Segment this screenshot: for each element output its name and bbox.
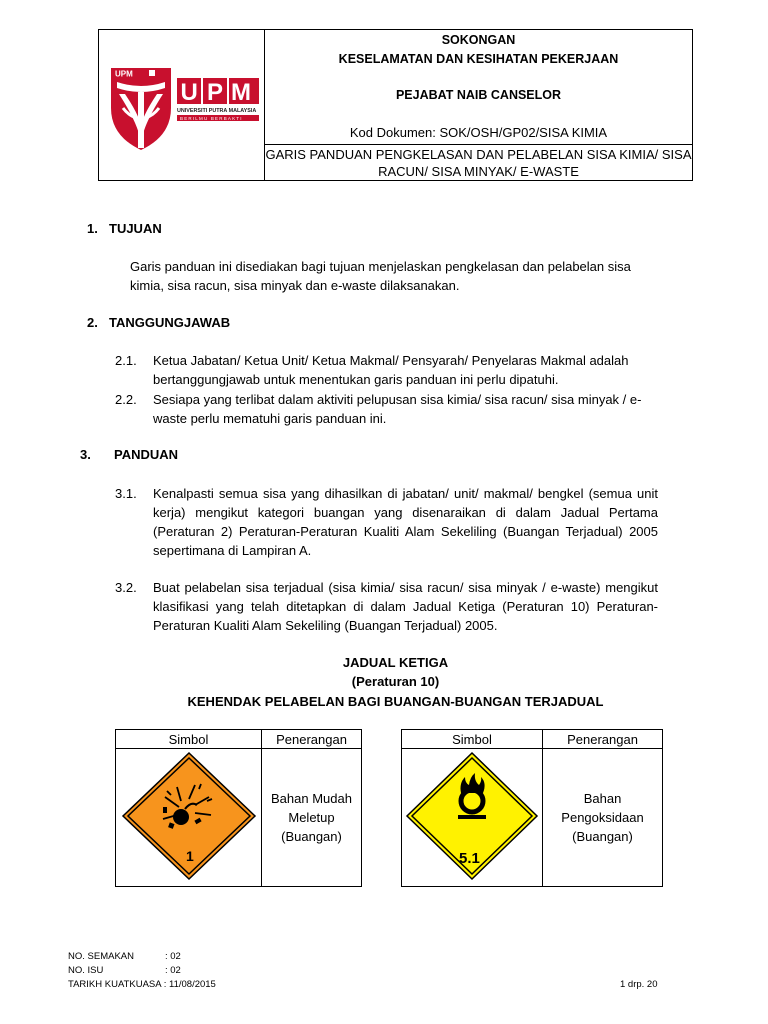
footer-isu-value: : 02 xyxy=(165,965,181,976)
jadual-subtitle: (Peraturan 10) xyxy=(351,674,440,689)
oxidizer-flame-icon xyxy=(403,749,541,883)
upm-logo-icon xyxy=(99,30,264,180)
header-subtitle-2: RACUN/ SISA MINYAK/ E-WASTE xyxy=(378,164,579,179)
table-header-description: Penerangan xyxy=(543,730,663,749)
document-header xyxy=(98,29,693,181)
header-line-3: PEJABAT NAIB CANSELOR xyxy=(395,88,562,102)
logo-cell xyxy=(99,30,265,180)
class-number-right: 5.1 xyxy=(459,850,480,867)
section-3-title: PANDUAN xyxy=(114,447,179,462)
header-subtitle-1: GARIS PANDUAN PENGKELASAN DAN PELABELAN SISA KIMIA/ SISA xyxy=(265,147,692,162)
symbol-table-left xyxy=(115,729,362,887)
logo-shield-text: UPM xyxy=(115,69,133,79)
header-divider xyxy=(265,144,693,145)
desc-left-line-1: Bahan Mudah xyxy=(271,791,352,806)
svg-text:U: U xyxy=(180,79,198,106)
description-cell xyxy=(262,749,362,887)
symbol-cell xyxy=(116,749,262,887)
header-line-1: SOKONGAN xyxy=(441,33,516,47)
section-2-number: 2. xyxy=(87,315,98,330)
desc-left-line-3: (Buangan) xyxy=(281,829,342,844)
logo-university-name: UNIVERSITI PUTRA MALAYSIA xyxy=(177,108,257,114)
desc-right-line-2: Pengoksidaan xyxy=(561,810,644,825)
svg-text:M: M xyxy=(231,79,251,106)
desc-left-line-2: Meletup xyxy=(288,810,335,825)
description-cell xyxy=(543,749,663,887)
footer-semakan-value: : 02 xyxy=(165,951,181,962)
footer-semakan-label: NO. SEMAKAN xyxy=(68,951,134,962)
class-number-left: 1 xyxy=(185,848,194,864)
desc-right-line-1: Bahan xyxy=(583,791,622,806)
svg-text:P: P xyxy=(207,79,224,106)
section-3-number: 3. xyxy=(80,447,91,462)
jadual-title: JADUAL KETIGA xyxy=(342,655,449,670)
desc-right-line-3: (Buangan) xyxy=(572,829,633,844)
table-header-symbol: Simbol xyxy=(402,730,543,749)
symbol-cell xyxy=(402,749,543,887)
section-3-2-number: 3.2. xyxy=(115,580,137,595)
section-1-text: Garis panduan ini disediakan bagi tujuan menjelaskan pengkelasan dan pelabelan sisa kimia, sisa racun, sisa minyak dan e-waste dilaksanakan. xyxy=(130,259,631,293)
section-2-title: TANGGUNGJAWAB xyxy=(109,315,231,330)
footer-page-number: 1 drp. 20 xyxy=(620,979,658,990)
section-3-2-text: Buat pelabelan sisa terjadual (sisa kimia/ sisa racun/ sisa minyak / e-waste) mengikut klasifikasi yang telah ditetapkan di dalam Jadual Ketiga (Peraturan 10) Peraturan-Peraturan Kualiti Alam Sekeliling (Buangan Terjadual) 2005. xyxy=(153,580,658,633)
document-code: Kod Dokumen: SOK/OSH/GP02/SISA KIMIA xyxy=(349,125,608,140)
header-line-2: KESELAMATAN DAN KESIHATAN PEKERJAAN xyxy=(338,52,619,66)
section-2-1-text: Ketua Jabatan/ Ketua Unit/ Ketua Makmal/ Pensyarah/ Penyelaras Makmal adalah bertanggungjawab untuk menentukan garis panduan ini perlu dipatuhi. xyxy=(153,353,629,387)
footer-isu-label: NO. ISU xyxy=(68,965,104,976)
section-1-number: 1. xyxy=(87,221,98,236)
section-2-1-number: 2.1. xyxy=(115,353,137,368)
section-2-2-number: 2.2. xyxy=(115,392,137,407)
footer-effective-date: TARIKH KUATKUASA : 11/08/2015 xyxy=(68,979,216,990)
logo-tagline: BERILMU BERBAKTI xyxy=(180,116,243,121)
table-header-symbol: Simbol xyxy=(116,730,262,749)
table-header-description: Penerangan xyxy=(262,730,362,749)
section-1-title: TUJUAN xyxy=(109,221,162,236)
symbol-table-right xyxy=(401,729,663,887)
explosive-symbol-icon xyxy=(119,749,259,883)
jadual-heading: KEHENDAK PELABELAN BAGI BUANGAN-BUANGAN TERJADUAL xyxy=(187,694,604,709)
section-3-1-text: Kenalpasti semua sisa yang dihasilkan di jabatan/ unit/ makmal/ bengkel (semua unit kerja) mengikut kategori buangan yang disenaraikan di dalam Jadual Pertama (Peraturan 2) Peraturan-Peraturan Kualiti Alam Sekeliling (Buangan Terjadual) 2005 sepertimana di Lampiran A. xyxy=(153,486,658,558)
section-2-2-text: Sesiapa yang terlibat dalam aktiviti pelupusan sisa kimia/ sisa racun/ sisa minyak / e-waste perlu mematuhi garis panduan ini. xyxy=(153,392,642,426)
section-3-1-number: 3.1. xyxy=(115,486,137,501)
